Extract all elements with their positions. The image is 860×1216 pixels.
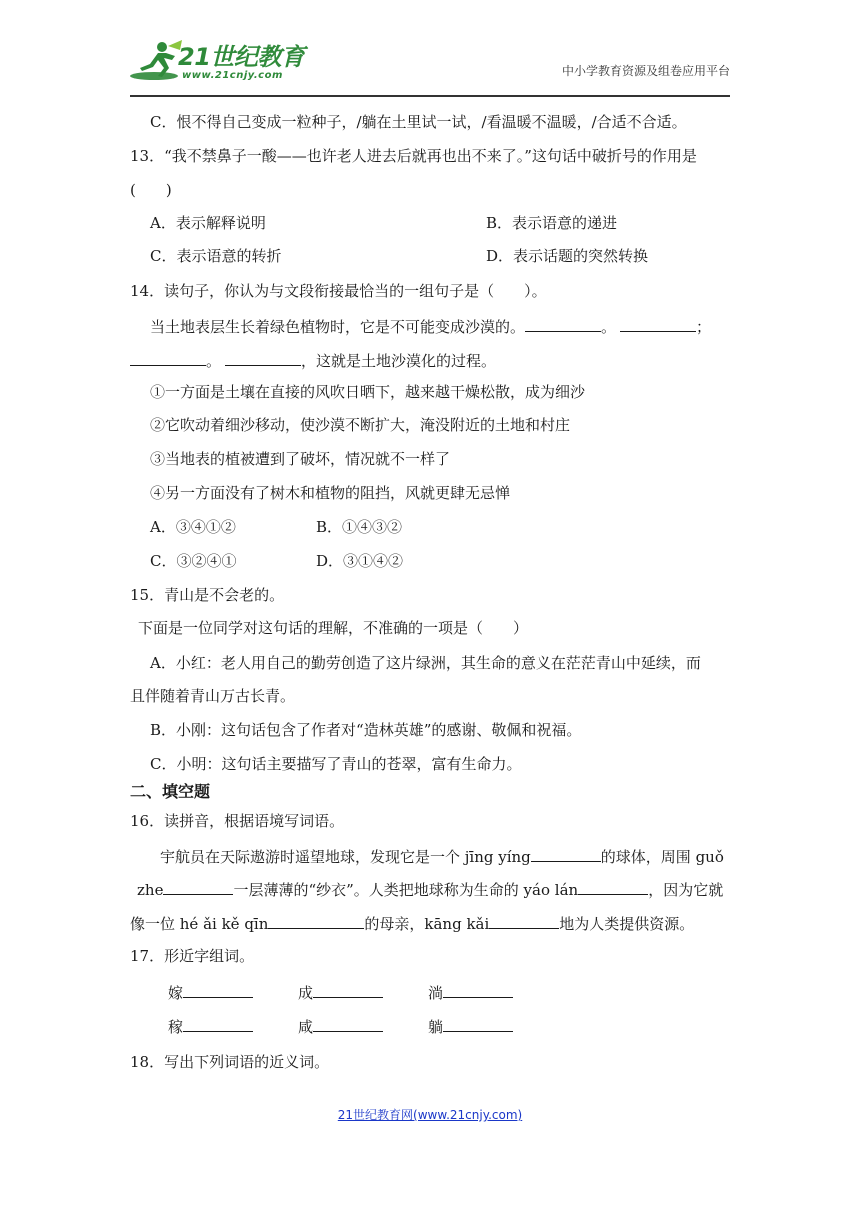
- q14-passage-end: ，这就是土地沙漠化的过程。: [301, 352, 497, 370]
- q14-option-b: B．①④③②: [316, 518, 403, 536]
- header-divider: [130, 95, 730, 97]
- q16-blank-heaikeqin[interactable]: [268, 912, 364, 929]
- q16-blank-jingying[interactable]: [531, 845, 601, 862]
- q14-sentence-3: ③当地表的植被遭到了破坏，情况就不一样了: [150, 450, 451, 468]
- q17-item: [168, 1015, 253, 1037]
- q16-text-8: 地为人类提供资源。: [559, 915, 695, 933]
- q14-stem: 14．读句子，你认为与文段衔接最恰当的一组句子是（ ）。: [130, 282, 547, 300]
- q17-char: 咸: [298, 1018, 314, 1036]
- q16-stem: 16．读拼音，根据语境写词语。: [130, 812, 345, 830]
- q17-char: 淌: [428, 984, 444, 1002]
- q17-item: [298, 981, 383, 1003]
- q14-option-c: C．③②④①: [150, 552, 237, 570]
- q14-passage-line-1: [150, 315, 711, 337]
- q14-passage-sep-2: ；: [696, 318, 712, 336]
- q13-option-c: C．表示语意的转折: [150, 247, 282, 265]
- q17-blank[interactable]: [183, 1015, 253, 1032]
- q16-blank-yaolan[interactable]: [578, 878, 648, 895]
- q14-sentence-2: ②它吹动着细沙移动，使沙漠不断扩大，淹没附近的土地和村庄: [150, 416, 571, 434]
- q15-prompt: 下面是一位同学对这句话的理解，不准确的一项是（ ）: [138, 619, 529, 637]
- q15-option-a-line-2: 且伴随着青山万古长青。: [130, 687, 296, 705]
- q16-text-3: zhe: [137, 881, 164, 899]
- q14-blank-4[interactable]: [225, 349, 301, 366]
- q13-option-b: B．表示语意的递进: [486, 214, 618, 232]
- logo-url: www.21cnjy.com: [182, 70, 283, 81]
- q13-option-a: A．表示解释说明: [150, 214, 266, 232]
- q17-item: [428, 981, 513, 1003]
- q14-sentence-4: ④另一方面没有了树木和植物的阻挡，风就更肆无忌惮: [150, 484, 511, 502]
- q17-item: [428, 1015, 513, 1037]
- q14-option-a: A．③④①②: [150, 518, 236, 536]
- q14-blank-1[interactable]: [525, 315, 601, 332]
- q14-sentence-1: ①一方面是土壤在直接的风吹日晒下，越来越干燥松散，成为细沙: [150, 383, 586, 401]
- q12-option-c: C．恨不得自己变成一粒种子，/躺在土里试一试，/看温暖不温暖，/合适不合适。: [150, 113, 687, 131]
- platform-label: 中小学教育资源及组卷应用平台: [561, 64, 730, 78]
- q14-passage-1: 当土地表层生长着绿色植物时，它是不可能变成沙漠的。: [150, 318, 526, 336]
- q16-line-3: [130, 912, 694, 934]
- q16-text-5: ，因为它就: [648, 881, 724, 899]
- q18-stem: 18．写出下列词语的近义词。: [130, 1053, 330, 1071]
- q17-stem: 17．形近字组词。: [130, 947, 255, 965]
- q14-passage-sep-3: 。: [206, 352, 222, 370]
- q17-blank[interactable]: [313, 1015, 383, 1032]
- q16-line-2: [137, 878, 723, 900]
- q17-char: 稼: [168, 1018, 184, 1036]
- q16-text-1: 宇航员在天际遨游时遥望地球，发现它是一个 jīng yíng: [160, 848, 531, 866]
- q14-option-d: D．③①④②: [316, 552, 404, 570]
- q17-blank[interactable]: [183, 981, 253, 998]
- q13-option-d: D．表示话题的突然转换: [486, 247, 649, 265]
- q14-passage-line-2: [130, 349, 496, 371]
- q16-text-2: 的球体，周围 guǒ: [600, 848, 724, 866]
- q17-char: 躺: [428, 1018, 444, 1036]
- logo-text: 21世纪教育: [178, 43, 305, 71]
- q17-blank[interactable]: [443, 1015, 513, 1032]
- q16-text-6: 像一位 hé ǎi kě qīn: [130, 915, 269, 933]
- q15-option-c: C．小明：这句话主要描写了青山的苍翠，富有生命力。: [150, 755, 522, 773]
- q16-blank-kangkai[interactable]: [489, 912, 559, 929]
- q14-blank-3[interactable]: [130, 349, 206, 366]
- q17-blank[interactable]: [443, 981, 513, 998]
- q17-char: 成: [298, 984, 314, 1002]
- q14-passage-sep-1: 。: [601, 318, 617, 336]
- q17-char: 嫁: [168, 984, 184, 1002]
- q16-line-1: [160, 845, 724, 867]
- footer-link[interactable]: 21世纪教育网(www.21cnjy.com): [337, 1108, 523, 1122]
- q13-stem: 13．“我不禁鼻子一酸——也许老人进去后就再也出不来了。”这句话中破折号的作用是: [130, 147, 697, 165]
- q16-blank-guozhe[interactable]: [163, 878, 233, 895]
- q15-option-a-line-1: A．小红：老人用自己的勤劳创造了这片绿洲，其生命的意义在茫茫青山中延续，而: [150, 654, 701, 672]
- section-title-fill-in: 二、填空题: [130, 782, 211, 801]
- q15-stem: 15．青山是不会老的。: [130, 586, 285, 604]
- q13-paren: ( ): [130, 181, 172, 199]
- q14-blank-2[interactable]: [620, 315, 696, 332]
- q15-option-b: B．小刚：这句话包含了作者对“造林英雄”的感谢、敬佩和祝福。: [150, 721, 582, 739]
- q17-item: [298, 1015, 383, 1037]
- q16-text-7: 的母亲，kāng kǎi: [364, 915, 490, 933]
- q17-item: [168, 981, 253, 1003]
- q17-blank[interactable]: [313, 981, 383, 998]
- q16-text-4: 一层薄薄的“纱衣”。人类把地球称为生命的 yáo lán: [233, 881, 579, 899]
